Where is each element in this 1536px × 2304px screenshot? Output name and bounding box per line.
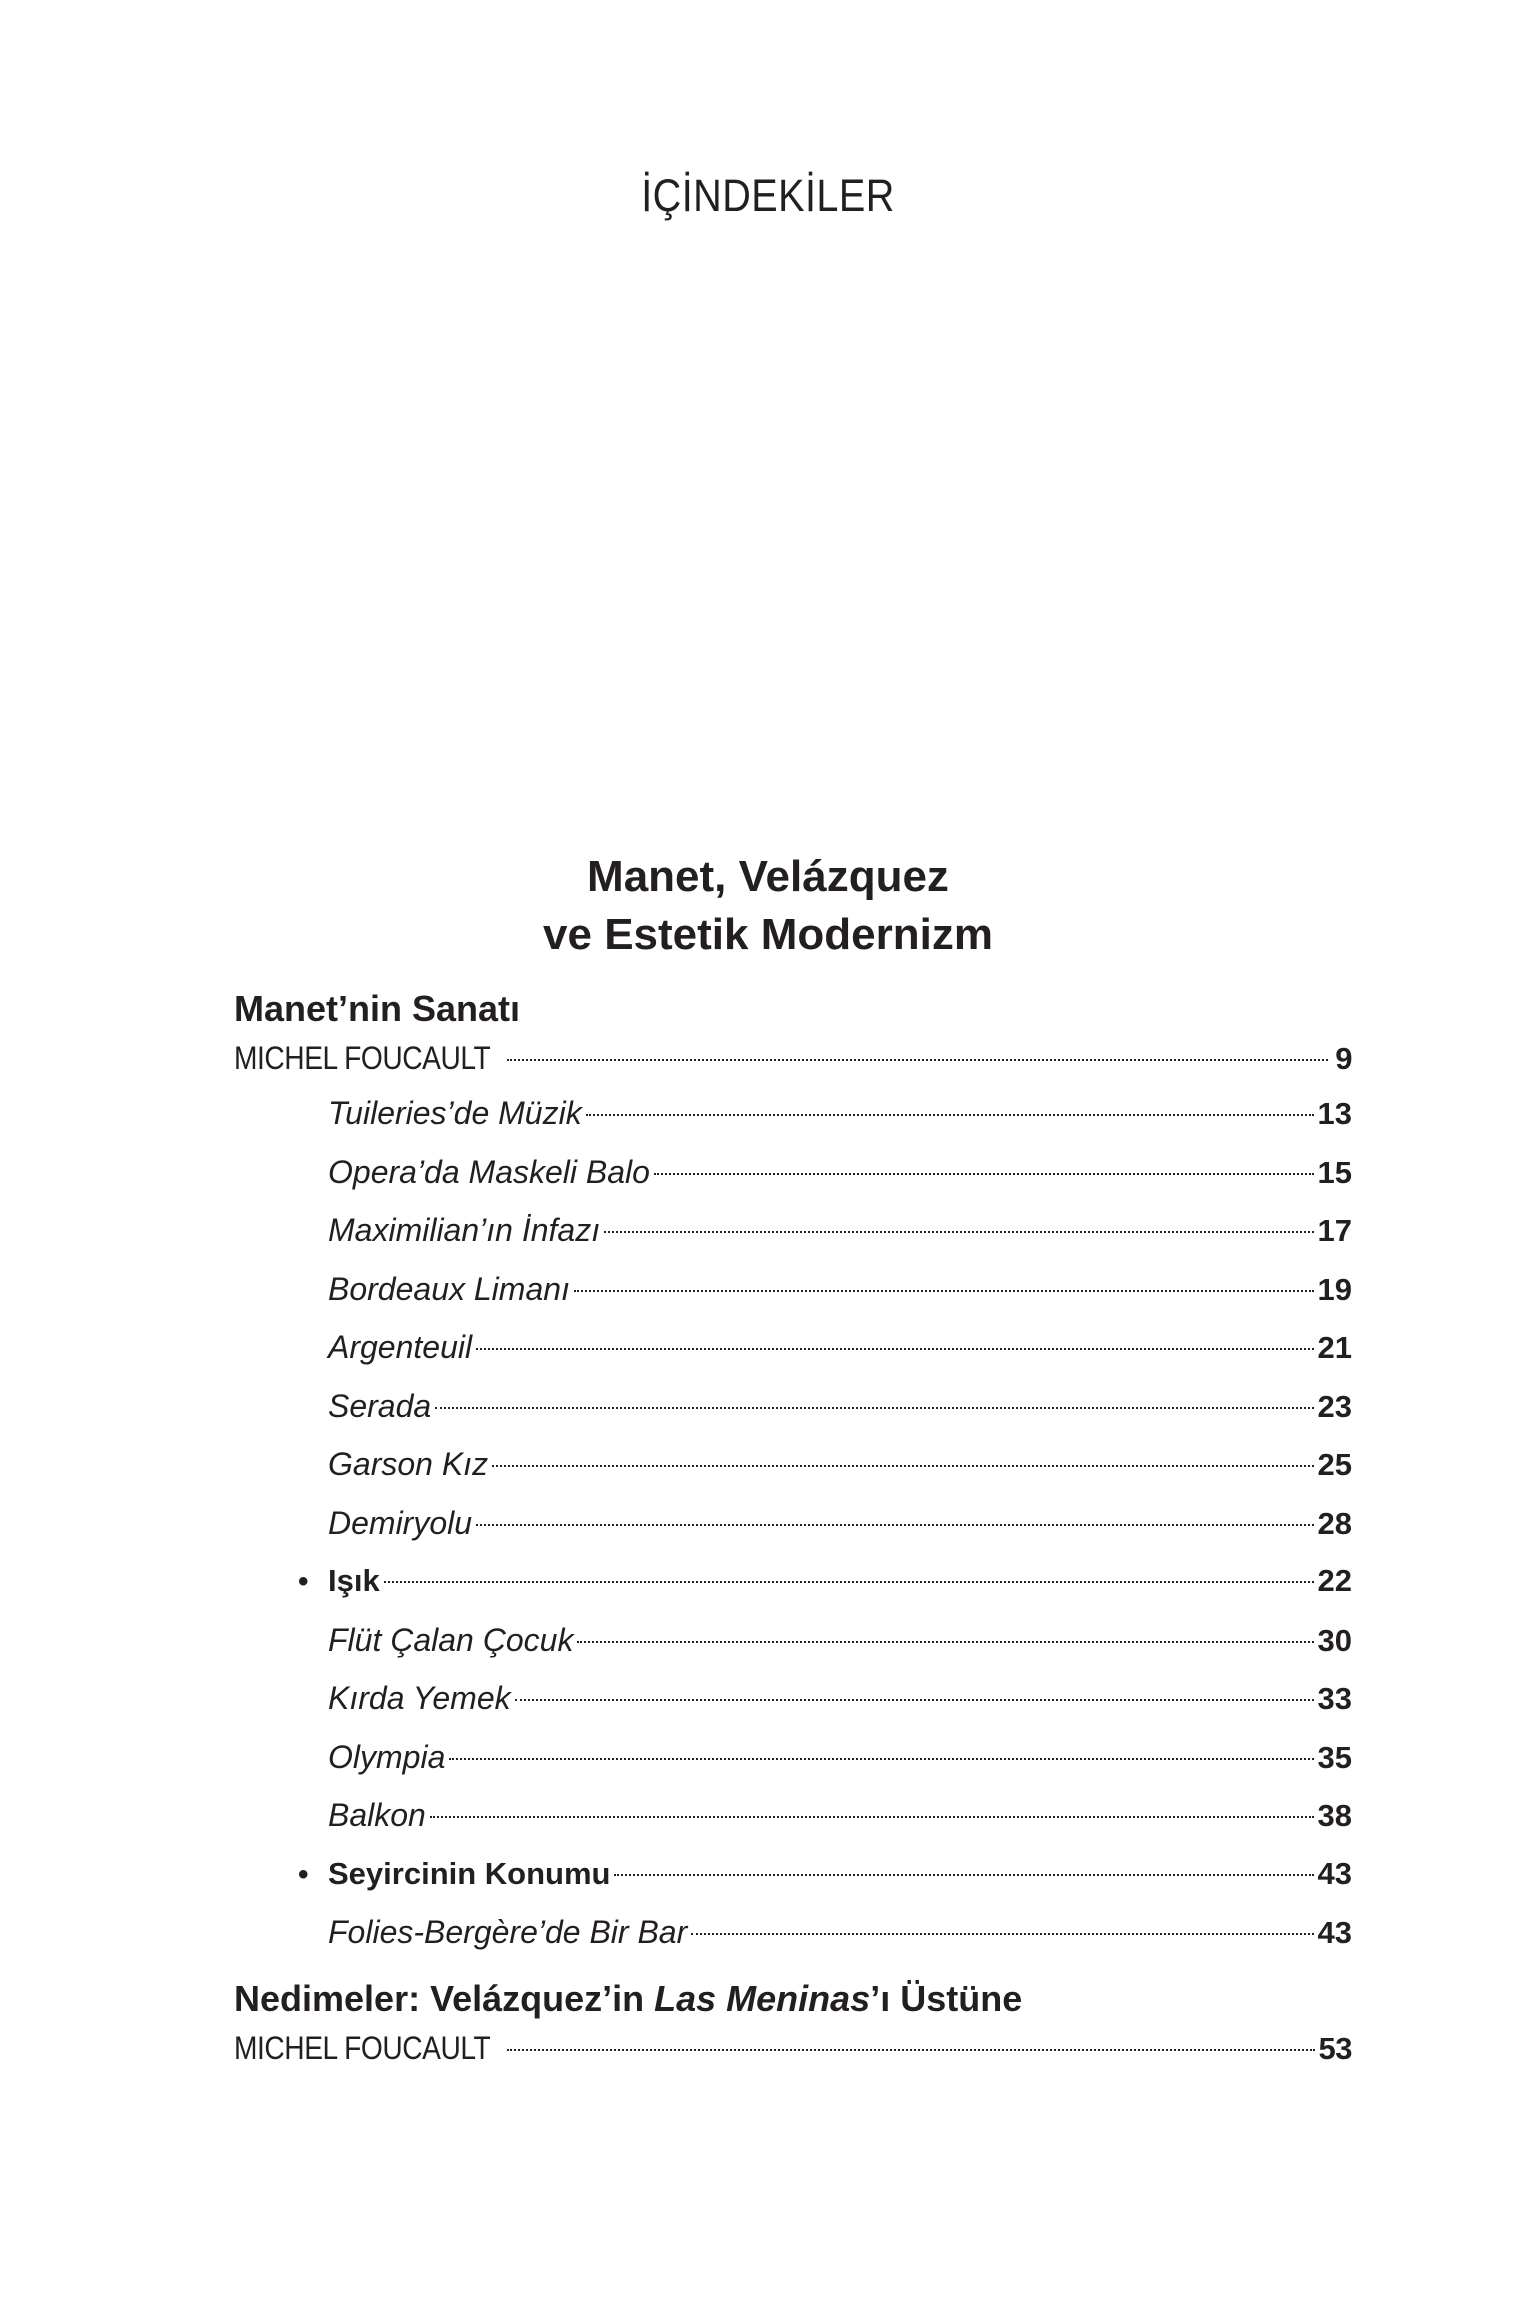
page-number: 43: [1317, 1915, 1352, 1950]
dot-leader: [492, 1465, 1313, 1467]
toc-entry[interactable]: [234, 1845, 1352, 1904]
book-title: [0, 848, 1536, 964]
entry-label: Kırda Yemek: [328, 1680, 511, 1716]
dot-leader: [574, 1290, 1314, 1292]
section-title-italic: Las Meninas: [654, 1977, 871, 2019]
section-title-part: ’ı Üstüne: [870, 1977, 1023, 2019]
entry-label: Garson Kız: [328, 1446, 489, 1482]
page-number: 53: [1318, 2030, 1352, 2066]
dot-leader: [430, 1816, 1314, 1818]
entry-label: Demiryolu: [328, 1504, 473, 1541]
author-name: MICHEL FOUCAULT: [234, 1040, 491, 1076]
page-number: 9: [1335, 1041, 1352, 1076]
toc-author-row[interactable]: [234, 2022, 1352, 2074]
page-number: 23: [1317, 1388, 1352, 1424]
toc-entries: [234, 1084, 1352, 1962]
toc-entry[interactable]: [234, 1377, 1352, 1436]
page-number: 22: [1317, 1563, 1352, 1598]
page-number: 13: [1317, 1096, 1352, 1131]
dot-leader: [507, 2049, 1314, 2051]
toc-entry[interactable]: [234, 1552, 1352, 1611]
toc-author-row[interactable]: [234, 1032, 1352, 1084]
bullet-icon: •: [298, 1857, 309, 1891]
page-number: 21: [1317, 1330, 1352, 1365]
entry-label: Seyircinin Konumu: [328, 1855, 611, 1891]
bullet-icon: •: [298, 1565, 309, 1598]
section-title: [234, 1976, 1352, 2022]
toc-entry[interactable]: [234, 1494, 1352, 1553]
entry-label: Serada: [328, 1387, 432, 1424]
toc-entry[interactable]: [234, 1201, 1352, 1260]
entry-label: Opera’da Maskeli Balo: [328, 1153, 650, 1190]
spacer: [234, 1962, 1352, 1976]
entry-label: Işık: [328, 1563, 380, 1598]
toc-entry[interactable]: [234, 1084, 1352, 1143]
page-number: 38: [1317, 1798, 1352, 1833]
page-number: 28: [1317, 1505, 1352, 1541]
section-title: Manet’nin Sanatı: [234, 988, 521, 1029]
dot-leader: [449, 1758, 1313, 1760]
entry-label: Bordeaux Limanı: [328, 1270, 570, 1307]
page-heading: İÇİNDEKİLER: [641, 170, 895, 221]
page-number: 30: [1317, 1622, 1352, 1658]
entry-label: Flüt Çalan Çocuk: [328, 1621, 574, 1658]
section-title-part: Nedimeler: Velázquez’in: [234, 1977, 655, 2019]
dot-leader: [476, 1524, 1313, 1526]
toc-entry[interactable]: [234, 1728, 1352, 1787]
dot-leader: [586, 1114, 1314, 1116]
toc-entry[interactable]: [234, 1786, 1352, 1845]
toc-entry[interactable]: [234, 1611, 1352, 1670]
book-title-line-2: ve Estetik Modernizm: [543, 910, 993, 959]
book-title-line-1: Manet, Velázquez: [587, 852, 949, 901]
dot-leader: [476, 1348, 1313, 1350]
dot-leader: [507, 1059, 1328, 1061]
dot-leader: [384, 1581, 1314, 1583]
dot-leader: [654, 1173, 1314, 1175]
dot-leader: [515, 1699, 1314, 1701]
page-number: 17: [1317, 1213, 1352, 1248]
page-number: 25: [1317, 1447, 1352, 1482]
page-number: 35: [1317, 1739, 1352, 1775]
toc-entry[interactable]: [234, 1669, 1352, 1728]
entry-label: Argenteuil: [328, 1329, 473, 1365]
page-number: 43: [1317, 1855, 1352, 1891]
toc-entry[interactable]: [234, 1260, 1352, 1319]
table-of-contents: [234, 986, 1352, 2074]
dot-leader: [604, 1231, 1313, 1233]
entry-label: Folies-Bergère’de Bir Bar: [328, 1914, 688, 1950]
toc-entry[interactable]: [234, 1143, 1352, 1202]
dot-leader: [577, 1641, 1313, 1643]
page-number: 33: [1317, 1681, 1352, 1716]
dot-leader: [691, 1933, 1313, 1935]
entry-label: Maximilian’ın İnfazı: [328, 1212, 601, 1248]
entry-label: Balkon: [328, 1797, 426, 1833]
toc-entry[interactable]: [234, 1903, 1352, 1962]
entry-label: Olympia: [328, 1738, 446, 1775]
toc-entry[interactable]: [234, 1318, 1352, 1377]
author-name: MICHEL FOUCAULT: [234, 2029, 491, 2066]
page-number: 19: [1317, 1271, 1352, 1307]
entry-label: Tuileries’de Müzik: [328, 1095, 582, 1131]
toc-entry[interactable]: [234, 1435, 1352, 1494]
page-number: 15: [1317, 1154, 1352, 1190]
dot-leader: [614, 1874, 1313, 1876]
dot-leader: [435, 1407, 1313, 1409]
